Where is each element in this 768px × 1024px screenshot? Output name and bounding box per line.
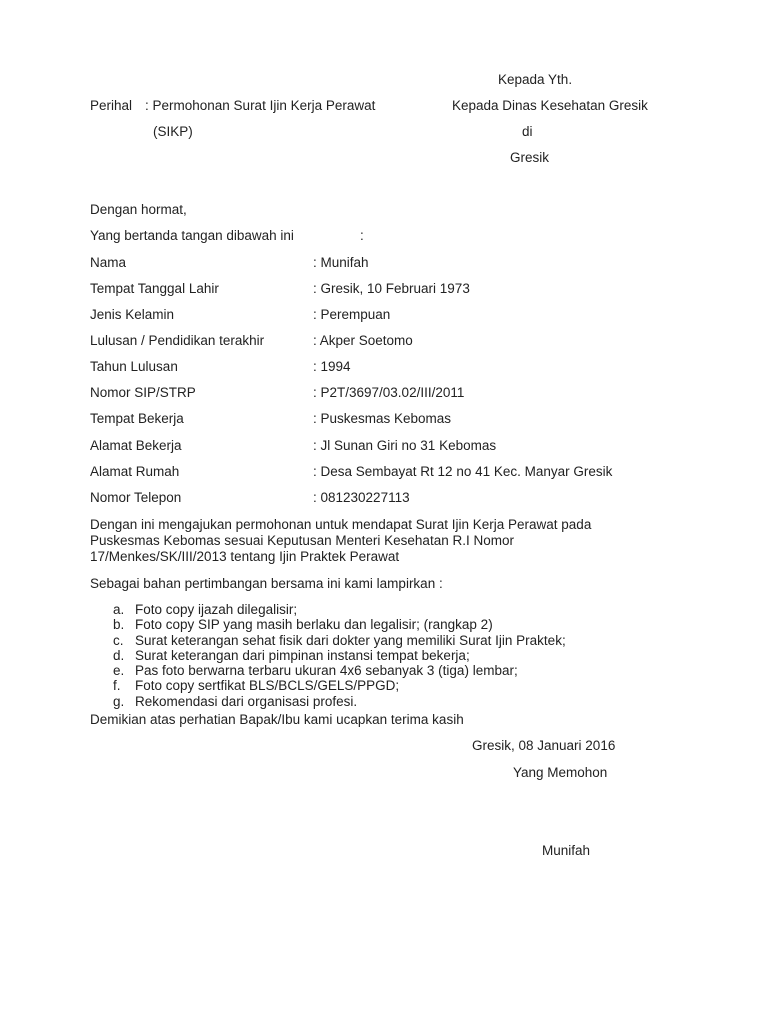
list-item [90,633,566,648]
field-value: : P2T/3697/03.02/III/2011 [313,385,465,400]
list-item-text: Foto copy SIP yang masih berlaku dan legalisir; (rangkap 2) [135,617,493,633]
list-item-text: Rekomendasi dari organisasi profesi. [135,693,358,709]
request-paragraph [90,517,690,565]
list-item-text: Surat keterangan sehat fisik dari dokter yang memiliki Surat Ijin Praktek; [135,632,566,648]
kepada-yth: Kepada Yth. [498,72,573,87]
list-item [90,602,566,617]
request-line: Dengan ini mengajukan permohonan untuk mendapat Surat Ijin Kerja Perawat pada [90,517,592,532]
recipient-city: Gresik [510,150,550,165]
list-item [90,648,566,663]
field-label: Nama [90,255,127,270]
list-marker: g. [113,693,125,709]
list-item [90,617,566,632]
field-value: : Munifah [313,255,369,270]
subject-line1: : Permohonan Surat Ijin Kerja Perawat [145,98,376,113]
applicant-label: Yang Memohon [513,765,608,780]
request-line: 17/Menkes/SK/III/2013 tentang Ijin Praktek Perawat [90,549,400,564]
list-item-text: Foto copy ijazah dilegalisir; [135,602,298,617]
field-value: : Jl Sunan Giri no 31 Kebomas [313,438,497,453]
field-label: Nomor SIP/STRP [90,385,196,400]
intro-colon: : [360,228,364,243]
field-value: : Desa Sembayat Rt 12 no 41 Kec. Manyar Gresik [313,464,613,479]
field-label: Alamat Rumah [90,464,180,479]
field-value: : 081230227113 [313,490,410,505]
subject-label: Perihal [90,98,133,113]
field-label: Tempat Tanggal Lahir [90,281,219,296]
intro-text: Yang bertanda tangan dibawah ini [90,228,294,243]
list-item [90,678,566,693]
closing-text: Demikian atas perhatian Bapak/Ibu kami ucapkan terima kasih [90,712,464,727]
field-label: Lulusan / Pendidikan terakhir [90,333,265,348]
attachments-list [90,602,566,709]
subject-line2: (SIKP) [153,124,193,139]
recipient-di: di [522,124,533,139]
field-label: Nomor Telepon [90,490,182,505]
list-item-text: Pas foto berwarna terbaru ukuran 4x6 sebanyak 3 (tiga) lembar; [135,663,518,679]
field-value: : Perempuan [313,307,391,322]
greeting: Dengan hormat, [90,202,187,217]
list-marker: d. [113,647,125,663]
field-label: Tahun Lulusan [90,359,178,374]
request-line: Puskesmas Kebomas sesuai Keputusan Menteri Kesehatan R.I Nomor [90,533,514,548]
signature-name: Munifah [542,843,591,858]
list-marker: c. [113,632,124,648]
field-value: : Akper Soetomo [313,333,413,348]
list-item [90,663,566,678]
list-item-text: Foto copy sertfikat BLS/BCLS/GELS/PPGD; [135,678,400,694]
place-date: Gresik, 08 Januari 2016 [472,738,616,753]
field-value: : Gresik, 10 Februari 1973 [313,281,470,296]
field-label: Jenis Kelamin [90,307,175,322]
list-marker: b. [113,617,125,633]
field-value: : Puskesmas Kebomas [313,411,452,426]
attachments-intro: Sebagai bahan pertimbangan bersama ini kami lampirkan : [90,576,443,591]
field-label: Tempat Bekerja [90,411,184,426]
list-marker: a. [113,602,125,617]
field-label: Alamat Bekerja [90,438,182,453]
list-item-text: Surat keterangan dari pimpinan instansi tempat bekerja; [135,647,470,663]
list-item [90,694,566,709]
field-value: : 1994 [313,359,351,374]
list-marker: f. [113,678,121,694]
recipient: Kepada Dinas Kesehatan Gresik [452,98,648,113]
list-marker: e. [113,663,125,679]
